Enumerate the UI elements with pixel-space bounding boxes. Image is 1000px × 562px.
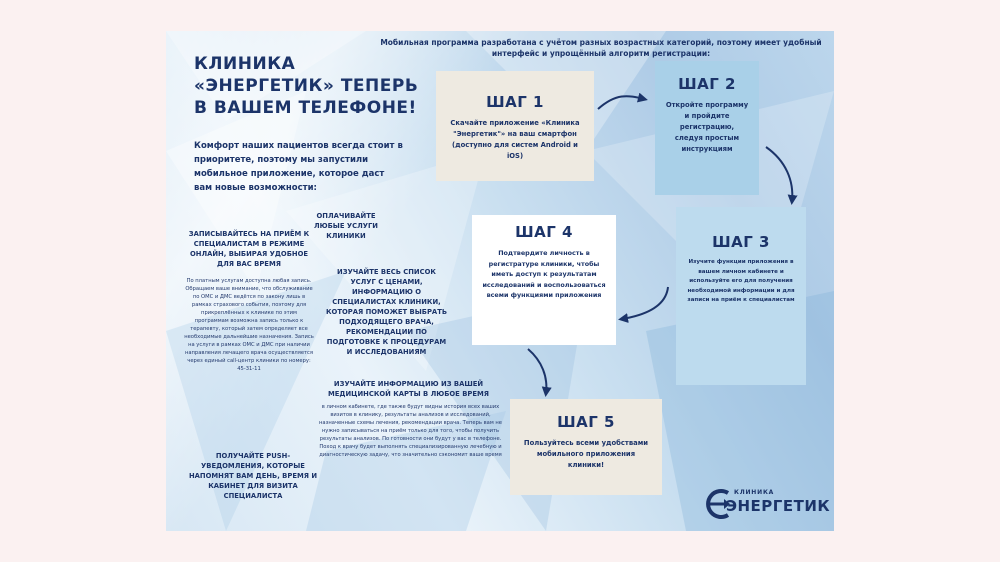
step-1-text: Скачайте приложение «Клиника "Энергетик"» на ваш смартфон (доступно для систем Android и iOS): [450, 119, 580, 160]
step-1-card: [436, 71, 594, 181]
step-2-text: Откройте программу и пройдите регистрацию, следуя простым инструкциям: [665, 101, 749, 153]
step-2-title: ШАГ 2: [678, 75, 736, 93]
top-note: Мобильная программа разработана с учётом разных возрастных категорий, поэтому имеет удобный интерфейс и упрощённый алгоритм регистрации:: [380, 38, 822, 58]
step-3-card: [676, 207, 806, 385]
feature-services-heading: ИЗУЧАЙТЕ ВЕСЬ СПИСОК УСЛУГ С ЦЕНАМИ, ИНФОРМАЦИЮ О СПЕЦИАЛИСТАХ КЛИНИКИ, КОТОРАЯ ПОМОЖЕТ ВЫБРАТЬ ПОДХОДЯЩЕГО ВРАЧА, РЕКОМЕНДАЦИИ ПО ПОДГОТОВКЕ К ПРОЦЕДУРАМ И ИССЛЕДОВАНИЯМ: [325, 268, 448, 356]
feature-booking-heading: ЗАПИСЫВАЙТЕСЬ НА ПРИЁМ К СПЕЦИАЛИСТАМ В РЕЖИМЕ ОНЛАЙН, ВЫБИРАЯ УДОБНОЕ ДЛЯ ВАС ВРЕМЯ: [188, 230, 310, 268]
step-4-text: Подтвердите личность в регистратуре клиники, чтобы иметь доступ к результатам исследований и воспользоваться всеми функциями приложения: [482, 249, 606, 299]
intro-text: Комфорт наших пациентов всегда стоит в приоритете, поэтому мы запустили мобильное приложение, которое даст вам новые возможности:: [194, 141, 403, 193]
poster-title: КЛИНИКА «ЭНЕРГЕТИК» ТЕПЕРЬ В ВАШЕМ ТЕЛЕФОНЕ!: [194, 54, 419, 118]
step-3-text: Изучите функции приложения в вашем личном кабинете и используйте его для получения необходимой информации и для записи на приём к специалистам: [687, 259, 795, 303]
feature-medcard-heading: ИЗУЧАЙТЕ ИНФОРМАЦИЮ ИЗ ВАШЕЙ МЕДИЦИНСКОЙ КАРТЫ В ЛЮБОЕ ВРЕМЯ: [328, 380, 489, 398]
step-5-text: Пользуйтесь всеми удобствами мобильного приложения клиники!: [523, 439, 649, 469]
feature-push-heading: ПОЛУЧАЙТЕ PUSH-УВЕДОМЛЕНИЯ, КОТОРЫЕ НАПОМНЯТ ВАМ ДЕНЬ, ВРЕМЯ И КАБИНЕТ ДЛЯ ВИЗИТА СПЕЦИАЛИСТА: [188, 452, 318, 500]
step-4-title: ШАГ 4: [515, 223, 573, 241]
feature-booking-text: По платным услугам доступна любая запись. Обращаем ваше внимание, что обслуживание по ОМС и ДМС ведётся по закону лишь в рамках страхового события, поэтому для прикреплённых к клинике по этим программам возможна запись только к терапевту, который затем определяет все необходимые дальнейшие назначения. Запись на услуги в рамках ОМС и ДМС при наличии направления лечащего врача осуществляется через единый call-центр клиники по номеру: 45-31-11: [184, 278, 314, 372]
poster: [166, 31, 834, 531]
logo-big-text: ЭНЕРГЕТИК: [726, 497, 831, 515]
feature-medcard-text: в личном кабинете, где также будут видны история всех ваших визитов в клинику, результаты анализов и исследований, назначенные схемы лечения, рекомендации врача. Теперь вам не нужно записываться на приём только для того, чтобы получить результаты анализов. По готовности они будут у вас в телефоне. Поход к врачу будет выполнять специализированную лечебную и диагностическую задачу, что значительно сэкономит ваше время: [319, 404, 502, 458]
step-3-title: ШАГ 3: [712, 233, 770, 251]
step-2-card: [655, 61, 759, 195]
step-5-title: ШАГ 5: [557, 413, 615, 431]
step-4-card: [472, 215, 616, 345]
logo-small-text: КЛИНИКА: [734, 489, 775, 496]
clinic-logo: [704, 483, 831, 523]
step-5-card: [510, 399, 662, 495]
step-1-title: ШАГ 1: [486, 93, 544, 111]
feature-payment-heading: ОПЛАЧИВАЙТЕ ЛЮБЫЕ УСЛУГИ КЛИНИКИ: [314, 212, 378, 240]
